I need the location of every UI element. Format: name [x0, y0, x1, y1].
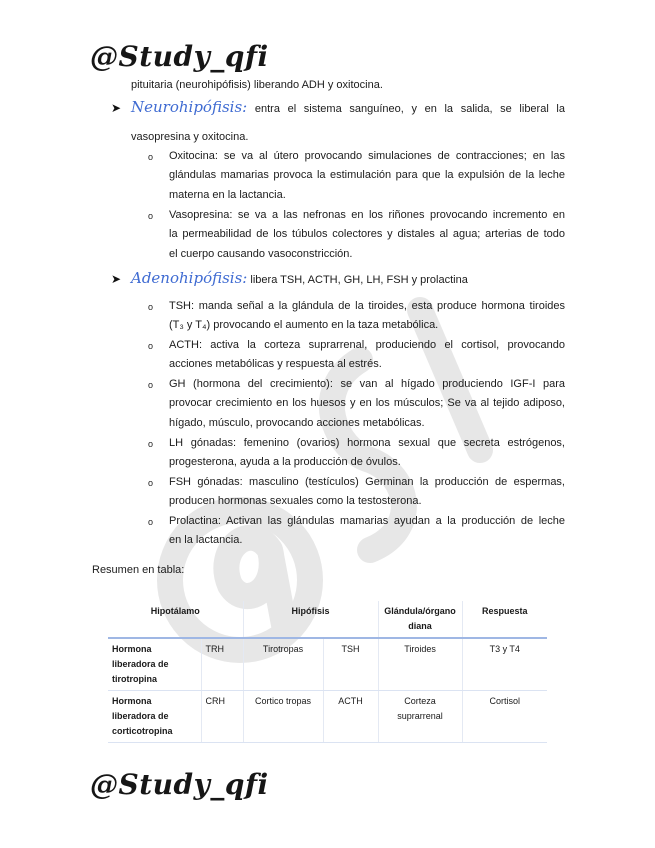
- neuro-text-2: vasopresina y oxitocina.: [131, 131, 249, 143]
- header-hipotalamo: Hipotálamo: [108, 601, 243, 638]
- adeno-item-3-l1: GH (hormona del crecimiento): se van al hígado produciendo IGF-I para: [169, 378, 565, 390]
- circle-bullet-icon: o: [148, 517, 154, 527]
- neuro-item-1-l2: glándulas mamarias provoca la estimulación para que la expulsión de la leche: [169, 169, 565, 181]
- header-hipofisis: Hipófisis: [243, 601, 378, 638]
- circle-bullet-icon: o: [148, 152, 154, 162]
- cell-celula: Cortico tropas: [243, 691, 323, 743]
- cell-diana: Corteza suprarrenal: [378, 691, 462, 743]
- adeno-text: libera TSH, ACTH, GH, LH, FSH y prolactina: [247, 274, 468, 286]
- cell-hipofisis-hormona: ACTH: [323, 691, 378, 743]
- circle-bullet-icon: o: [148, 439, 154, 449]
- cell-respuesta: Cortisol: [462, 691, 547, 743]
- cell-respuesta: T3 y T4: [462, 638, 547, 691]
- adeno-item-1-l1: TSH: manda señal a la glándula de la tiroides, esta produce hormona tiroides: [169, 300, 565, 312]
- neuro-item-2-l1: Vasopresina: se va a las nefronas en los riñones provocando incremento en: [169, 209, 565, 221]
- cell-hormona: Hormona liberadora de tirotropina: [108, 638, 201, 691]
- adeno-section: [131, 269, 468, 291]
- neuro-heading: Neurohipófisis:: [131, 98, 248, 116]
- cell-hipofisis-hormona: TSH: [323, 638, 378, 691]
- neuro-item-2-l2: la permeabilidad de los túbulos colectores y distales al agua; arterias de todo: [169, 228, 565, 240]
- neuro-section: [131, 98, 565, 120]
- adeno-item-6-l1: Prolactina: Activan las glándulas mamarias ayudan a la producción de leche: [169, 515, 565, 527]
- cell-hormona: Hormona liberadora de corticotropina: [108, 691, 201, 743]
- neuro-item-1-l3: materna en la lactancia.: [169, 189, 286, 201]
- cell-abbr: CRH: [201, 691, 243, 743]
- adeno-item-3-l3: hígado, músculo, provocando acciones metabólicas.: [169, 417, 425, 429]
- neuro-text: entra el sistema sanguíneo, y en la salida, se liberal la: [247, 103, 565, 115]
- table-header-row: [108, 601, 547, 638]
- adeno-item-3-l2: provocar crecimiento en los huesos y en los músculos; Se va al tejido adiposo,: [169, 397, 565, 409]
- adeno-item-5-l2: producen hormonas sexuales como la testosterona.: [169, 495, 422, 507]
- table-row: [108, 691, 547, 743]
- adeno-item-2-l1: ACTH: activa la corteza suprarrenal, produciendo el cortisol, provocando: [169, 339, 565, 351]
- header-respuesta: Respuesta: [462, 601, 547, 638]
- circle-bullet-icon: o: [148, 211, 154, 221]
- circle-bullet-icon: o: [148, 302, 154, 312]
- summary-heading: Resumen en tabla:: [92, 564, 185, 576]
- summary-table: [108, 601, 547, 743]
- circle-bullet-icon: o: [148, 478, 154, 488]
- adeno-item-4-l1: LH gónadas: femenino (ovarios) hormona sexual que secreta estrógenos,: [169, 437, 565, 449]
- adeno-item-2-l2: acciones metabólicas y respuesta al estrés.: [169, 358, 382, 370]
- adeno-heading: Adenohipófisis:: [131, 269, 248, 287]
- arrow-bullet-icon: ➤: [111, 101, 122, 115]
- circle-bullet-icon: o: [148, 380, 154, 390]
- brand-header: @Study_qfi: [90, 40, 269, 73]
- adeno-item-1-l2: (T₃ y T₄) provocando el aumento en la taza metabólica.: [169, 319, 439, 331]
- intro-line: pituitaria (neurohipófisis) liberando ADH y oxitocina.: [131, 79, 383, 91]
- arrow-bullet-icon: ➤: [111, 272, 122, 286]
- cell-diana: Tiroides: [378, 638, 462, 691]
- adeno-item-4-l2: progesterona, ayuda a la producción de óvulos.: [169, 456, 401, 468]
- table-row: [108, 638, 547, 691]
- adeno-item-5-l1: FSH gónadas: masculino (testículos) Germinan la producción de espermas,: [169, 476, 565, 488]
- cell-abbr: TRH: [201, 638, 243, 691]
- adeno-item-6-l2: en la lactancia.: [169, 534, 243, 546]
- neuro-item-2-l3: el cuerpo causando vasoconstricción.: [169, 248, 353, 260]
- neuro-item-1-l1: Oxitocina: se va al útero provocando simulaciones de contracciones; en las: [169, 150, 565, 162]
- brand-footer: @Study_qfi: [90, 768, 269, 801]
- cell-celula: Tirotropas: [243, 638, 323, 691]
- circle-bullet-icon: o: [148, 341, 154, 351]
- header-diana: Glándula/órgano diana: [378, 601, 462, 638]
